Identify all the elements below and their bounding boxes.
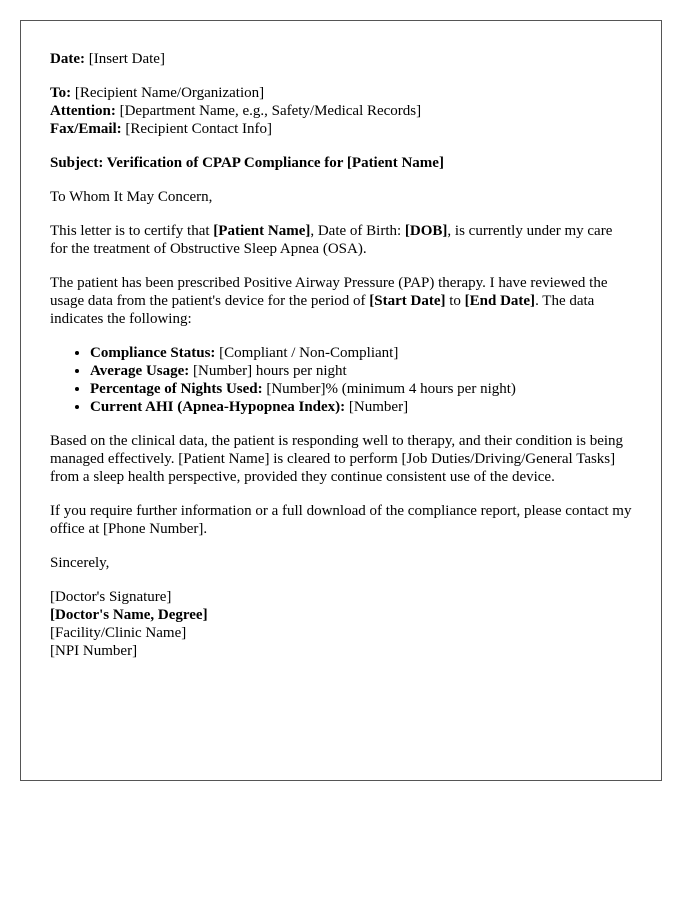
para1-text-2: , Date of Birth: [310,223,405,239]
paragraph-therapy [50,274,633,328]
date-value: [Insert Date] [84,51,165,67]
to-line [50,84,633,102]
signature-block [50,588,633,660]
doctor-name: [Doctor's Name, Degree] [50,607,208,623]
para2-text-3: . The data indicates the following: [50,293,595,327]
doctor-signature: [Doctor's Signature] [50,589,172,605]
attention-value: [Department Name, e.g., Safety/Medical Records] [115,103,422,119]
metric-value: [Compliant / Non-Compliant] [215,345,399,361]
fax-email-label: Fax/Email: [50,121,122,137]
list-item [90,398,633,416]
list-item [90,362,633,380]
attention-label: Attention: [50,103,116,119]
para2-text-2: to [445,293,465,309]
metric-label: Compliance Status: [90,345,216,361]
letter-page [20,20,662,781]
facility-name: [Facility/Clinic Name] [50,625,187,641]
attention-line [50,102,633,120]
patient-name-placeholder: [Patient Name] [213,223,311,239]
start-date-placeholder: [Start Date] [369,293,446,309]
dob-placeholder: [DOB] [404,223,448,239]
salutation: To Whom It May Concern, [50,189,213,205]
end-date-placeholder: [End Date] [464,293,536,309]
compliance-metrics-list [50,344,633,416]
paragraph-clearance: Based on the clinical data, the patient is responding well to therapy, and their condition is being managed effectively. [Patient Name] is cleared to perform [Job Duties/Driving/General Tasks] from a sleep health perspective, provided they continue consistent use of the device. [50,433,624,485]
fax-email-line [50,120,633,138]
metric-label: Percentage of Nights Used: [90,381,263,397]
para1-text-1: This letter is to certify that [50,223,214,239]
fax-email-value: [Recipient Contact Info] [121,121,273,137]
recipient-block [50,84,633,138]
paragraph-certification [50,222,633,258]
para2-text-1: The patient has been prescribed Positive Airway Pressure (PAP) therapy. I have reviewed the usage data from the patient's device for the period of [50,275,608,309]
to-label: To: [50,85,72,101]
metric-value: [Number] hours per night [189,363,347,379]
date-label: Date: [50,51,85,67]
date-line [50,50,633,68]
metric-label: Current AHI (Apnea-Hypopnea Index): [90,399,346,415]
metric-value: [Number] [345,399,409,415]
para1-text-3: , is currently under my care for the treatment of Obstructive Sleep Apnea (OSA). [50,223,613,257]
paragraph-contact: If you require further information or a full download of the compliance report, please contact my office at [Phone Number]. [50,503,632,537]
list-item [90,380,633,398]
list-item [90,344,633,362]
metric-value: [Number]% (minimum 4 hours per night) [262,381,516,397]
to-value: [Recipient Name/Organization] [71,85,265,101]
metric-label: Average Usage: [90,363,190,379]
npi-number: [NPI Number] [50,643,138,659]
subject-line: Subject: Verification of CPAP Compliance for [Patient Name] [50,155,444,171]
closing: Sincerely, [50,555,110,571]
